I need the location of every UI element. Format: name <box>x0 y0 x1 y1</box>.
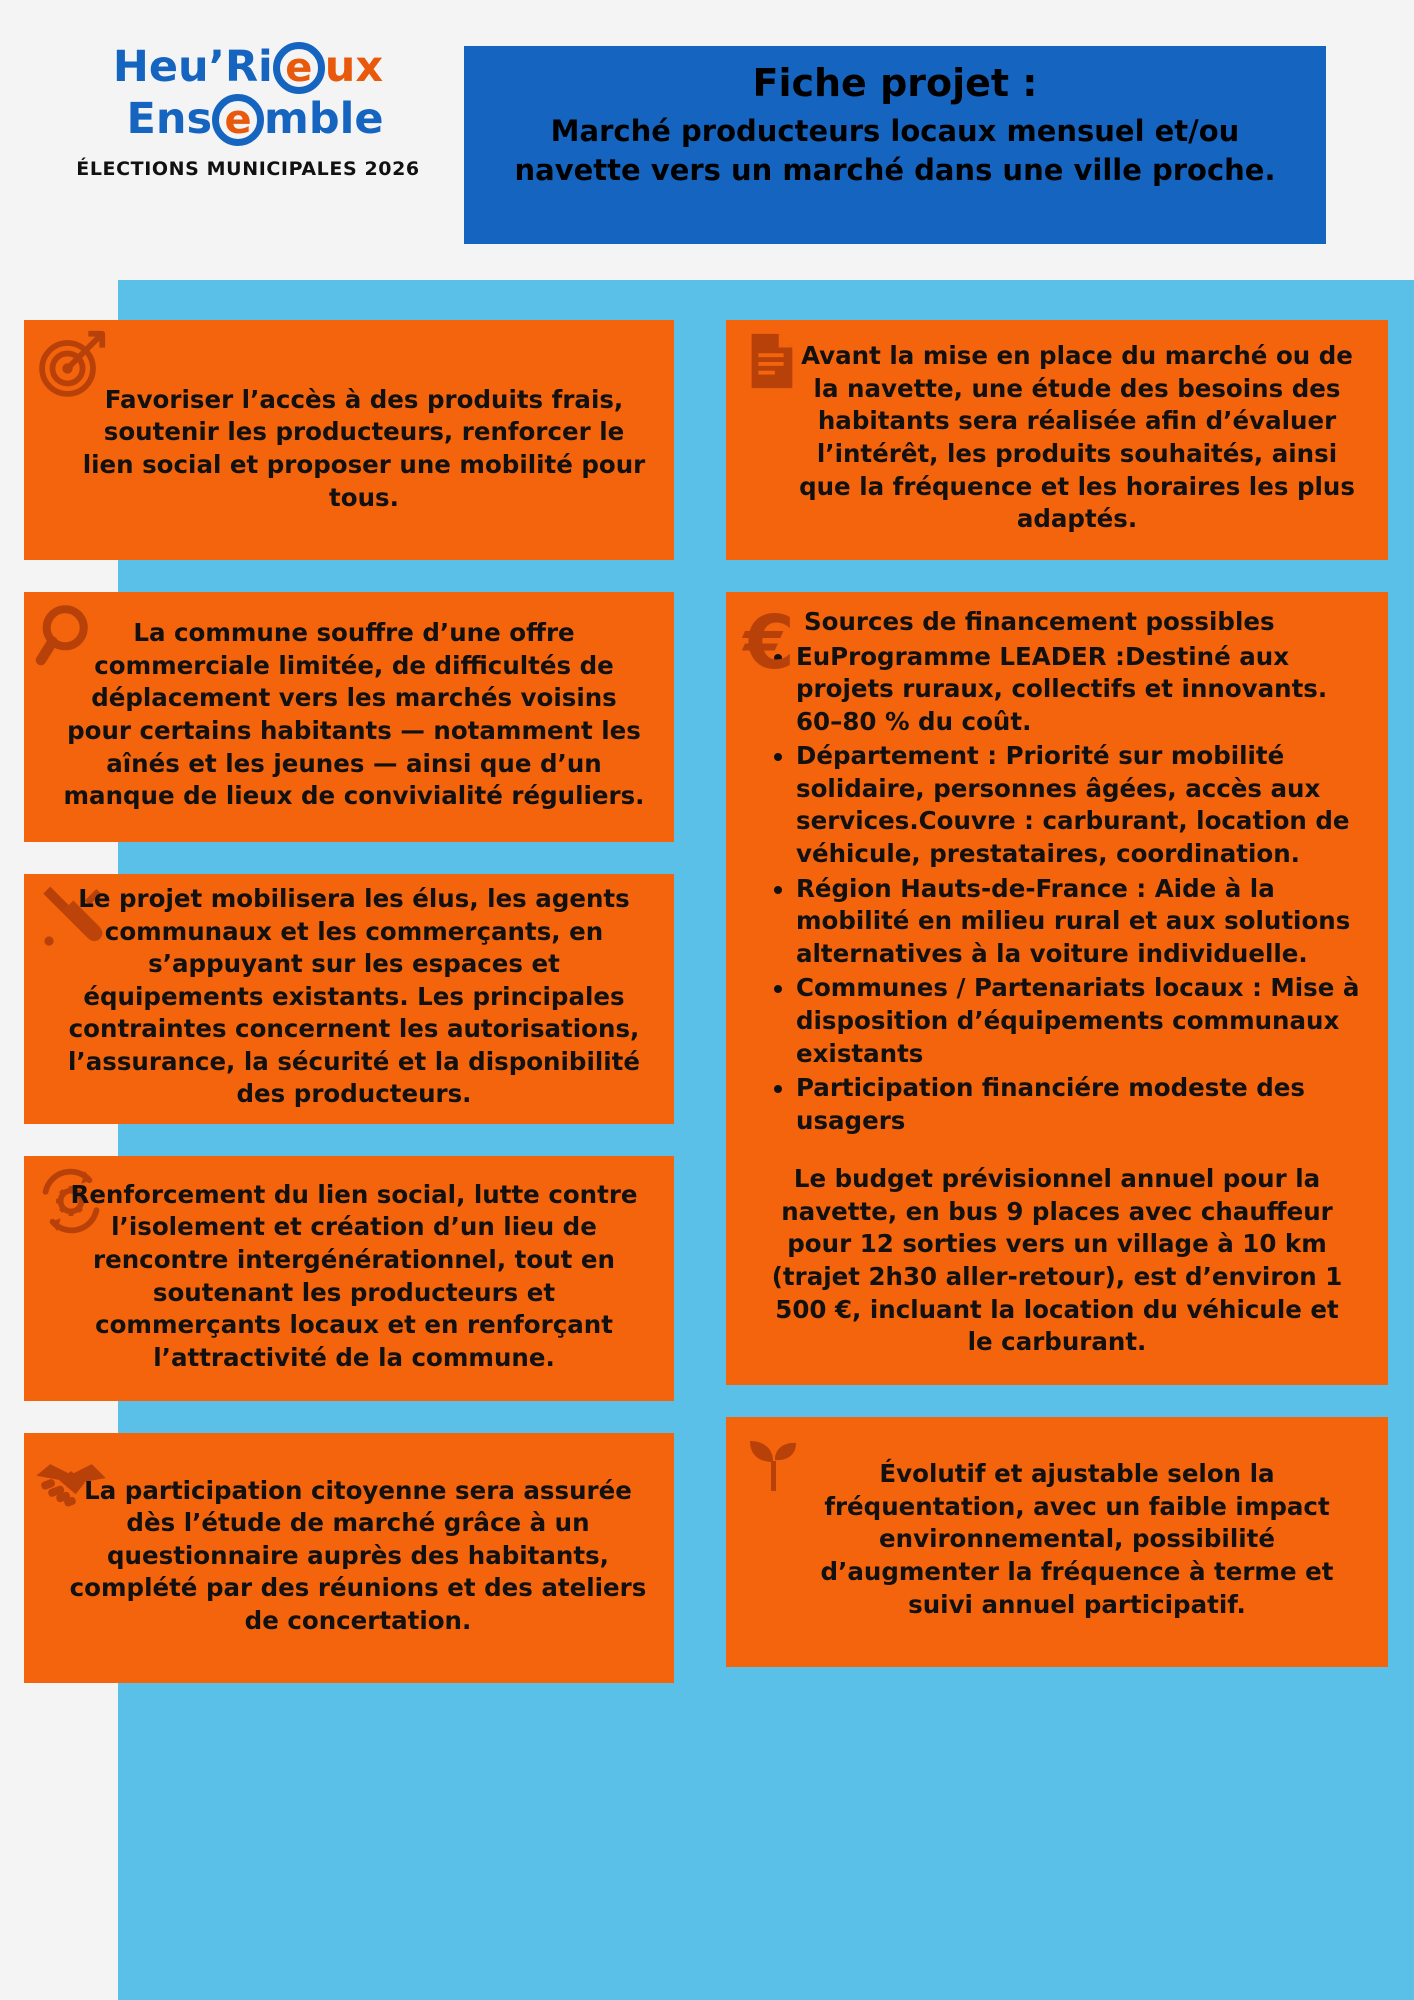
card-etude-text: Avant la mise en place du marché ou de la navette, une étude des besoins des habitants sera réalisée afin d’évaluer l’intérêt, les produits souhaités, ainsi que la fréquence et les horaires les plus adaptés. <box>799 341 1355 534</box>
logo-e-circle-icon <box>273 42 325 94</box>
card-etude <box>726 320 1388 560</box>
list-item: • Communes / Partenariats locaux : Mise à disposition d’équipements communaux existants <box>796 972 1366 1070</box>
list-item: • Département : Priorité sur mobilité solidaire, personnes âgées, accès aux services.Couvre : carburant, location de véhicule, prestataires, coordination. <box>796 740 1366 870</box>
logo-text-mble: mble <box>264 94 384 144</box>
card-objectif-text: Favoriser l’accès à des produits frais, soutenir les producteurs, renforcer le lien social et proposer une mobilité pour tous. <box>82 384 646 512</box>
card-objectif <box>24 320 674 560</box>
card-financement <box>726 592 1388 1385</box>
page-header <box>0 0 1414 290</box>
budget-text: Le budget prévisionnel annuel pour la navette, en bus 9 places avec chauffeur pour 12 sorties vers un village à 10 km (trajet 2h30 aller-retour), est d’environ 1 500 €, incluant la location du véhicule et le carburant. <box>771 1164 1343 1357</box>
card-participation-text: La participation citoyenne sera assurée dès l’étude de marché grâce à un questionnaire auprès des habitants, complété par des réunions et des ateliers de concertation. <box>69 1475 647 1635</box>
card-moyens-text: Le projet mobilisera les élus, les agents communaux et les commerçants, en s’appuyant sur les espaces et équipements existants. Les principales contraintes concernent les autorisations, l’assurance, la sécurité et la disponibilité des producteurs. <box>68 883 640 1109</box>
page-subtitle: Marché producteurs locaux mensuel et/ou navette vers un marché dans une ville proche. <box>514 113 1276 187</box>
card-moyens <box>24 874 674 1124</box>
card-evolutivite <box>726 1417 1388 1667</box>
logo-line-1: Heu’Ri e ux <box>112 42 384 92</box>
card-evolutivite-text: Évolutif et ajustable selon la fréquentation, avec un faible impact environnemental, possibilité d’augmenter la fréquence à terme et suivi annuel participatif. <box>820 1459 1334 1619</box>
financement-title: Sources de financement possibles <box>804 607 1275 636</box>
financement-list <box>748 641 1366 1138</box>
logo-subtitle: ÉLECTIONS MUNICIPALES 2026 <box>76 158 420 180</box>
right-column <box>726 320 1388 1699</box>
page-title: Fiche projet : <box>752 61 1038 105</box>
card-impacts-text: Renforcement du lien social, lutte contre l’isolement et création d’un lieu de rencontre intergénérationnel, tout en soutenant les producteurs et commerçants locaux et en renforçant l’attractivité de la commune. <box>70 1179 638 1372</box>
card-constat-text: La commune souffre d’une offre commerciale limitée, de difficultés de déplacement vers les marchés voisins pour certains habitants — notamment les aînés et les jeunes — ainsi que d’un manque de lieux de convivialité réguliers. <box>63 618 645 811</box>
euro-icon: € <box>743 600 795 686</box>
logo <box>38 42 458 180</box>
title-box <box>464 46 1326 244</box>
card-constat <box>24 592 674 842</box>
list-item: • Région Hauts-de-France : Aide à la mobilité en milieu rural et aux solutions alternatives à la voiture individuelle. <box>796 873 1366 971</box>
logo-text-heu: Heu <box>112 42 209 92</box>
list-item: • EuProgramme LEADER :Destiné aux projets ruraux, collectifs et innovants. 60–80 % du coût. <box>796 641 1366 739</box>
card-impacts <box>24 1156 674 1401</box>
left-column <box>24 320 674 1715</box>
logo-e-circle-2-icon <box>212 94 264 146</box>
logo-text-ri: Ri <box>224 42 273 92</box>
logo-text-ens: Ens <box>126 94 213 144</box>
list-item: • Participation financiére modeste des usagers <box>796 1072 1366 1137</box>
logo-e-glyph-2: e <box>224 97 252 143</box>
logo-line-2 <box>38 94 458 146</box>
logo-e-glyph: e <box>285 45 313 91</box>
card-participation <box>24 1433 674 1683</box>
logo-text-ux: ux <box>324 42 384 92</box>
